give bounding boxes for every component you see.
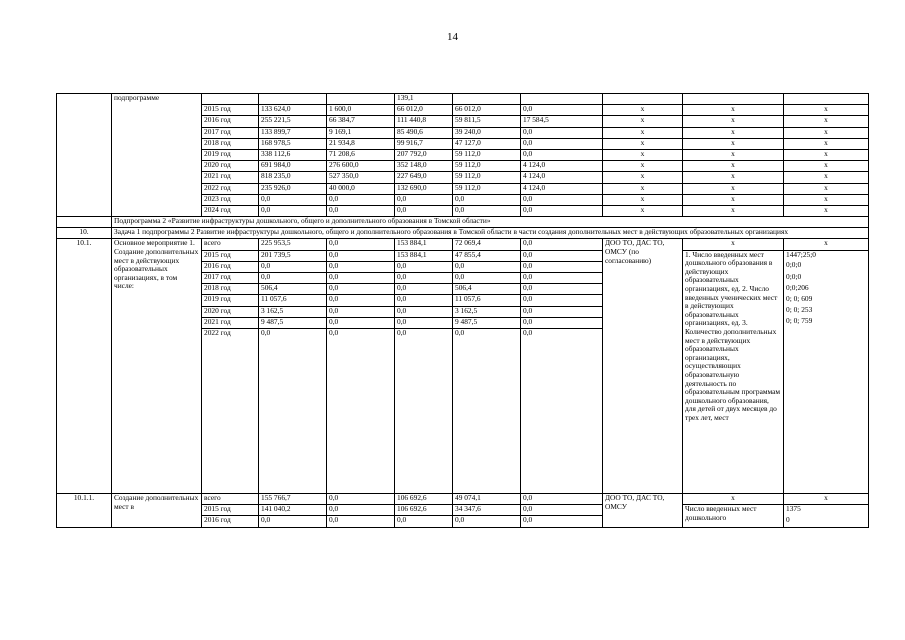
year-cell: 2017 год [202,127,259,138]
table-cell [57,172,112,183]
task-text: Задача 1 подпрограммы 2 Развитие инфраструктуры дошкольного, общего и дополнительного образования в Томской области в части создания дополнительных мест в действующих образовательных организациях [112,228,869,239]
value-cell: 0,0 [259,273,327,284]
value-cell: 235 926,0 [259,183,327,194]
year-cell: 2019 год [202,295,259,306]
table-cell [57,149,112,160]
indicator-header: x [683,239,784,250]
year-cell: 2020 год [202,161,259,172]
value-cell: 225 953,5 [259,239,327,250]
year-cell: 2015 год [202,105,259,116]
value-cell: 0,0 [453,261,521,272]
value-cell: 153 884,1 [395,239,453,250]
year-cell: 2019 год [202,149,259,160]
value-header: x [784,239,869,250]
table-cell [453,94,521,105]
value-cell: 34 347,6 [453,505,521,516]
value-cell: 139,1 [395,94,453,105]
value-cell: x [603,105,683,116]
value-cell: 9 169,1 [327,127,395,138]
value-cell: x [784,161,869,172]
value-cell: 71 208,6 [327,149,395,160]
value-cell: 0,0 [327,284,395,295]
value-cell: 0,0 [395,328,453,493]
value-cell: 99 916,7 [395,138,453,149]
value-cell: x [784,149,869,160]
value-cell: x [603,127,683,138]
table-cell [259,94,327,105]
value-cell: 506,4 [453,284,521,295]
value-cell: 141 040,2 [259,505,327,516]
table-cell [57,217,112,228]
value-cell: 0,0 [395,261,453,272]
value-cell: 59 112,0 [453,183,521,194]
value-cell: 0,0 [327,306,395,317]
year-cell: 2021 год [202,172,259,183]
value-cell: 0,0 [327,273,395,284]
value-cell: x [603,138,683,149]
value-cell: 0,0 [521,306,603,317]
value-cell: 0,0 [521,105,603,116]
value-cell: x [603,116,683,127]
year-cell: 2016 год [202,116,259,127]
value-cell: 0,0 [521,493,603,504]
year-cell: 2021 год [202,317,259,328]
item-number: 10.1.1. [57,493,112,527]
value-cell: x [784,105,869,116]
indicator-header: x [683,493,784,504]
table-cell [57,94,112,105]
value-cell: 276 600,0 [327,161,395,172]
table-cell [57,105,112,116]
subprogram-title: Подпрограмма 2 «Развитие инфраструктуры дошкольного, общего и дополнительного образования в Томской области» [112,217,869,228]
value-cell: x [784,116,869,127]
table-cell [784,94,869,105]
value-cell: 66 384,7 [327,116,395,127]
value-cell: x [784,138,869,149]
value-cell: x [784,183,869,194]
value-cell: 0,0 [395,205,453,216]
executor-cell: ДОО ТО, ДАС ТО, ОМСУ [603,493,683,527]
value-cell: 59 112,0 [453,161,521,172]
value-cell: 255 221,5 [259,116,327,127]
table-cell [57,127,112,138]
value-cell: x [683,149,784,160]
value-cell: 66 012,0 [453,105,521,116]
item-name: Создание дополнительных мест в [112,493,202,527]
item-number: 10.1. [57,239,112,494]
value-cell: 111 440,8 [395,116,453,127]
value-cell: x [683,183,784,194]
table-cell [57,116,112,127]
value-cell: 59 112,0 [453,172,521,183]
value-cell: 0,0 [327,295,395,306]
value-cell: 0,0 [521,239,603,250]
value-cell: x [603,172,683,183]
value-cell: 338 112,6 [259,149,327,160]
value-cell: 0,0 [521,328,603,493]
value-cell: 4 124,0 [521,161,603,172]
value-cell: 49 074,1 [453,493,521,504]
row-label: подпрограмме [112,94,202,217]
value-cell: x [683,138,784,149]
indicator-value: 1447;25;0 [784,250,869,261]
value-cell: x [683,127,784,138]
value-cell: 47 855,4 [453,250,521,261]
table-cell [57,183,112,194]
table-cell [202,94,259,105]
value-cell: 0,0 [327,239,395,250]
value-cell: 0,0 [395,317,453,328]
table-cell [57,161,112,172]
value-cell: 0,0 [453,516,521,527]
value-cell: 0,0 [395,306,453,317]
table-row [57,94,869,105]
value-cell: 72 069,4 [453,239,521,250]
year-cell: 2024 год [202,205,259,216]
value-cell: 0,0 [327,250,395,261]
value-cell: 0,0 [453,205,521,216]
indicator-value: 0; 0; 759 [784,317,869,328]
value-cell: 153 884,1 [395,250,453,261]
value-cell: 11 057,6 [259,295,327,306]
value-cell: 207 792,0 [395,149,453,160]
value-cell: 0,0 [521,205,603,216]
table-cell [683,94,784,105]
value-cell: 0,0 [521,138,603,149]
value-cell: x [784,127,869,138]
value-cell: 155 766,7 [259,493,327,504]
indicator-text: Число введенных мест дошкольного [683,505,784,527]
value-cell: 59 811,5 [453,116,521,127]
table-row [57,217,869,228]
value-cell: 3 162,5 [259,306,327,317]
value-cell: 106 692,6 [395,493,453,504]
value-cell: 4 124,0 [521,172,603,183]
value-cell: 4 124,0 [521,183,603,194]
year-cell: 2020 год [202,306,259,317]
indicator-value: 0;0;0 [784,261,869,272]
value-cell: 0,0 [395,194,453,205]
value-cell: 66 012,0 [395,105,453,116]
value-cell: x [683,105,784,116]
value-cell: 0,0 [259,261,327,272]
year-cell: 2022 год [202,183,259,194]
value-cell: 0,0 [521,516,603,527]
executor-cell: ДОО ТО, ДАС ТО, ОМСУ (по согласованию) [603,239,683,494]
year-cell: 2022 год [202,328,259,493]
value-cell: 17 584,5 [521,116,603,127]
indicator-value: 0;0;206 [784,284,869,295]
program-table [56,93,869,528]
value-cell: 818 235,0 [259,172,327,183]
indicator-value: 0; 0; 609 [784,295,869,306]
value-cell: 85 490,6 [395,127,453,138]
value-cell: 0,0 [327,516,395,527]
year-cell: 2017 год [202,273,259,284]
value-cell: x [603,205,683,216]
indicator-text: 1. Число введенных мест дошкольного образования в действующих образовательных организациях, ед. 2. Число введенных ученических мест в действующих образовательных организациях, ед. 3. Количество дополнительных мест в действующих образовательных организациях, осуществляющих образовательную деятельность по образовательным программам дошкольного образования, для детей от двух месяцев до трех лет, мест [683,250,784,493]
value-cell: 527 350,0 [327,172,395,183]
value-cell: 9 487,5 [453,317,521,328]
table-row [57,493,869,504]
year-cell: 2015 год [202,505,259,516]
value-cell: 106 692,6 [395,505,453,516]
value-cell: 11 057,6 [453,295,521,306]
value-cell: 0,0 [521,505,603,516]
value-header: x [784,493,869,504]
value-cell: x [784,205,869,216]
value-cell: x [603,161,683,172]
value-cell: x [784,194,869,205]
page-number: 14 [447,31,458,43]
value-cell: 0,0 [327,317,395,328]
value-cell: 691 984,0 [259,161,327,172]
indicator-value: 1375 [784,505,869,516]
value-cell: x [683,172,784,183]
value-cell: 0,0 [259,328,327,493]
value-cell: x [683,205,784,216]
value-cell: 0,0 [327,328,395,493]
value-cell: 0,0 [521,149,603,160]
value-cell: 47 127,0 [453,138,521,149]
indicator-value [784,328,869,493]
indicator-value: 0; 0; 253 [784,306,869,317]
value-cell: 0,0 [453,328,521,493]
value-cell: 0,0 [521,284,603,295]
indicator-value: 0;0;0 [784,273,869,284]
table-row [57,228,869,239]
value-cell: 0,0 [327,505,395,516]
item-name: Основное мероприятие 1. Создание дополнительных мест в действующих образовательных организациях, в том числе: [112,239,202,494]
value-cell: 0,0 [327,493,395,504]
indicator-value: 0 [784,516,869,527]
value-cell: 0,0 [259,516,327,527]
value-cell: x [683,116,784,127]
year-cell: 2016 год [202,516,259,527]
value-cell: 59 112,0 [453,149,521,160]
value-cell: 168 978,5 [259,138,327,149]
year-cell: 2023 год [202,194,259,205]
value-cell: x [603,183,683,194]
value-cell: 506,4 [259,284,327,295]
value-cell: 0,0 [453,194,521,205]
value-cell: 0,0 [259,205,327,216]
value-cell: 0,0 [521,127,603,138]
table-cell [57,138,112,149]
value-cell: 132 690,0 [395,183,453,194]
value-cell: 0,0 [395,516,453,527]
year-cell: 2015 год [202,250,259,261]
value-cell: 0,0 [395,273,453,284]
value-cell: x [603,194,683,205]
value-cell: x [683,161,784,172]
value-cell: 0,0 [327,261,395,272]
value-cell: x [683,194,784,205]
value-cell: 352 148,0 [395,161,453,172]
value-cell: 39 240,0 [453,127,521,138]
value-cell: 133 899,7 [259,127,327,138]
value-cell: 227 649,0 [395,172,453,183]
year-cell: 2016 год [202,261,259,272]
table-cell [327,94,395,105]
year-cell: всего [202,493,259,504]
table-cell [57,194,112,205]
value-cell: 0,0 [395,295,453,306]
value-cell: 0,0 [521,194,603,205]
year-cell: 2018 год [202,138,259,149]
value-cell: 0,0 [259,194,327,205]
value-cell: 0,0 [521,273,603,284]
year-cell: 2018 год [202,284,259,295]
value-cell: 0,0 [521,250,603,261]
value-cell: x [784,172,869,183]
value-cell: 1 600,0 [327,105,395,116]
table-cell [603,94,683,105]
table-cell [57,205,112,216]
value-cell: 0,0 [521,295,603,306]
value-cell: 0,0 [521,261,603,272]
value-cell: 40 000,0 [327,183,395,194]
value-cell: 201 739,5 [259,250,327,261]
value-cell: 0,0 [453,273,521,284]
value-cell: x [603,149,683,160]
value-cell: 133 624,0 [259,105,327,116]
value-cell: 0,0 [327,194,395,205]
value-cell: 3 162,5 [453,306,521,317]
value-cell: 0,0 [395,284,453,295]
task-number: 10. [57,228,112,239]
table-cell [521,94,603,105]
value-cell: 21 934,8 [327,138,395,149]
value-cell: 0,0 [327,205,395,216]
year-cell: всего [202,239,259,250]
value-cell: 0,0 [521,317,603,328]
table-row [57,239,869,250]
value-cell: 9 487,5 [259,317,327,328]
